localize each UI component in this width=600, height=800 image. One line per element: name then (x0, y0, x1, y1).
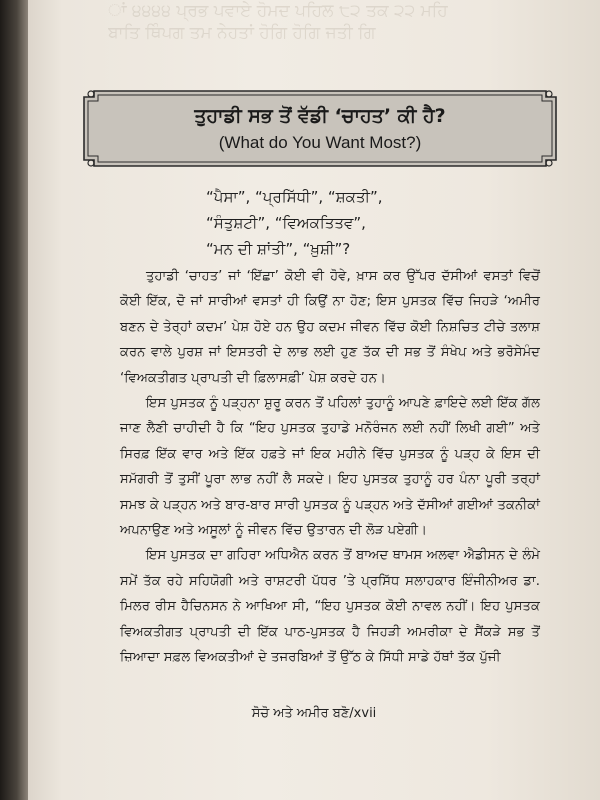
chapter-title-box (80, 87, 560, 170)
paragraph-3: ਇਸ ਪੁਸਤਕ ਦਾ ਗਹਿਰਾ ਅਧਿਐਨ ਕਰਨ ਤੋਂ ਬਾਅਦ ਥਾਮਸ ਅਲਵਾ ਐਡੀਸਨ ਦੇ ਲੰਮੇ ਸਮੇਂ ਤੱਕ ਰਹੇ ਸਹਿਯੋਗੀ ਅਤੇ ਰਾਸ਼ਟਰੀ ਪੱਧਰ ’ਤੇ ਪ੍ਰਸਿੱਧ ਸਲਾਹਕਾਰ ਇੰਜੀਨੀਅਰ ਡਾ. ਮਿਲਰ ਰੀਸ ਹੈਚਿਨਸਨ ਨੇ ਆਖਿਆ ਸੀ, “ਇਹ ਪੁਸਤਕ ਕੋਈ ਨਾਵਲ ਨਹੀਂ। ਇਹ ਪੁਸਤਕ ਵਿਅਕਤੀਗਤ ਪ੍ਰਾਪਤੀ ਦੀ ਇੱਕ ਪਾਠ-ਪੁਸਤਕ ਹੈ ਜਿਹੜੀ ਅਮਰੀਕਾ ਦੇ ਸੈਂਕੜੇ ਸਭ ਤੋਂ ਜ਼ਿਆਦਾ ਸਫ਼ਲ ਵਿਅਕਤੀਆਂ ਦੇ ਤਜਰਬਿਆਂ ਤੋਂ ਉੱਠ ਕੇ ਸਿੱਧੀ ਸਾਡੇ ਹੱਥਾਂ ਤੱਕ ਪੁੱਜੀ (120, 548, 540, 666)
book-page (28, 0, 600, 800)
paragraph-1: ਤੁਹਾਡੀ ‘ਚਾਹਤ’ ਜਾਂ ‘ਇੱਛਾ’ ਕੋਈ ਵੀ ਹੋਵੇ, ਖ਼ਾਸ ਕਰ ਉੱਪਰ ਦੱਸੀਆਂ ਵਸਤਾਂ ਵਿਚੋਂ ਕੋਈ ਇੱਕ, ਦੋ ਜਾਂ ਸਾਰੀਆਂ ਵਸਤਾਂ ਹੀ ਕਿਉਂ ਨਾ ਹੋਣ; ਇਸ ਪੁਸਤਕ ਵਿੱਚ ਜਿਹੜੇ ‘ਅਮੀਰ ਬਣਨ ਦੇ ਤੇਰ੍ਹਾਂ ਕਦਮ’ ਪੇਸ਼ ਹੋਏ ਹਨ ਉਹ ਕਦਮ ਜੀਵਨ ਵਿੱਚ ਕੋਈ ਨਿਸ਼ਚਿਤ ਟੀਚੇ ਤਲਾਸ਼ ਕਰਨ ਵਾਲੇ ਪੁਰਸ਼ ਜਾਂ ਇਸਤਰੀ ਦੇ ਲਾਭ ਲਈ ਹੁਣ ਤੱਕ ਦੀ ਸਭ ਤੋਂ ਸੰਖੇਪ ਅਤੇ ਭਰੋਸੇਮੰਦ ‘ਵਿਅਕਤੀਗਤ ਪ੍ਰਾਪਤੀ ਦੀ ਫ਼ਿਲਾਸਫ਼ੀ’ ਪੇਸ਼ ਕਰਦੇ ਹਨ। (120, 269, 540, 386)
body-text (120, 264, 540, 671)
ornamental-frame (80, 87, 560, 170)
book-gutter (0, 0, 28, 800)
chapter-title-english: (What do You Want Most?) (218, 133, 422, 152)
bleed-through-text: ਾਂ ੪੪੪੪ ਪ੍ਰਭ ਪਵਾਏ ਹੋਮਦ ਪਹਿਲ ੮੨ ਤਕ ੨੨ ਮਹਿ ਬਾਤਿ ਥਿੰਪਗ ਤਮ ਨੇਹਤਾਂ ਹੋਗਿ ਹੋਗਿ ਜਤੀ ਗਿ (108, 1, 448, 43)
paragraph-2: ਇਸ ਪੁਸਤਕ ਨੂੰ ਪੜ੍ਹਨਾ ਸ਼ੁਰੂ ਕਰਨ ਤੋਂ ਪਹਿਲਾਂ ਤੁਹਾਨੂੰ ਆਪਣੇ ਫ਼ਾਇਦੇ ਲਈ ਇੱਕ ਗੱਲ ਜਾਣ ਲੈਣੀ ਚਾਹੀਦੀ ਹੈ ਕਿ “ਇਹ ਪੁਸਤਕ ਤੁਹਾਡੇ ਮਨੋਰੰਜਨ ਲਈ ਨਹੀਂ ਲਿਖੀ ਗਈ” ਅਤੇ ਸਿਰਫ਼ ਇੱਕ ਵਾਰ ਅਤੇ ਇੱਕ ਹਫ਼ਤੇ ਜਾਂ ਇਕ ਮਹੀਨੇ ਵਿੱਚ ਪੁਸਤਕ ਨੂੰ ਪੜ੍ਹ ਕੇ ਇਸ ਦੀ ਸਮੱਗਰੀ ਤੋਂ ਤੁਸੀਂ ਪੂਰਾ ਲਾਭ ਨਹੀਂ ਲੈ ਸਕਦੇ। ਇਹ ਪੁਸਤਕ ਤੁਹਾਨੂੰ ਹਰ ਪੰਨਾ ਪੂਰੀ ਤਰ੍ਹਾਂ ਸਮਝ ਕੇ ਪੜ੍ਹਨ ਅਤੇ ਬਾਰ-ਬਾਰ ਸਾਰੀ ਪੁਸਤਕ ਨੂੰ ਪੜ੍ਹਨ ਅਤੇ ਦੱਸੀਆਂ ਗਈਆਂ ਤਕਨੀਕਾਂ ਅਪਨਾਉਣ ਅਤੇ ਅਸੂਲਾਂ ਨੂੰ ਜੀਵਨ ਵਿੱਚ ਉਤਾਰਨ ਦੀ ਲੋੜ ਪਏਗੀ। (120, 396, 540, 539)
page-footer: ਸੋਚੋ ਅਤੇ ਅਮੀਰ ਬਣੋ/xvii (251, 706, 377, 721)
opening-quote (120, 184, 540, 262)
quote-line-3: “ਮਨ ਦੀ ਸ਼ਾਂਤੀ”, “ਖ਼ੁਸ਼ੀ”? (206, 240, 351, 258)
chapter-title-punjabi: ਤੁਹਾਡੀ ਸਭ ਤੋਂ ਵੱਡੀ ‘ਚਾਹਤ’ ਕੀ ਹੈ? (194, 105, 446, 127)
quote-line-2: “ਸੰਤੁਸ਼ਟੀ”, “ਵਿਅਕਤਿਤਵ”, (206, 214, 366, 232)
quote-line-1: “ਪੈਸਾ”, “ਪ੍ਰਸਿੱਧੀ”, “ਸ਼ਕਤੀ”, (206, 188, 383, 206)
